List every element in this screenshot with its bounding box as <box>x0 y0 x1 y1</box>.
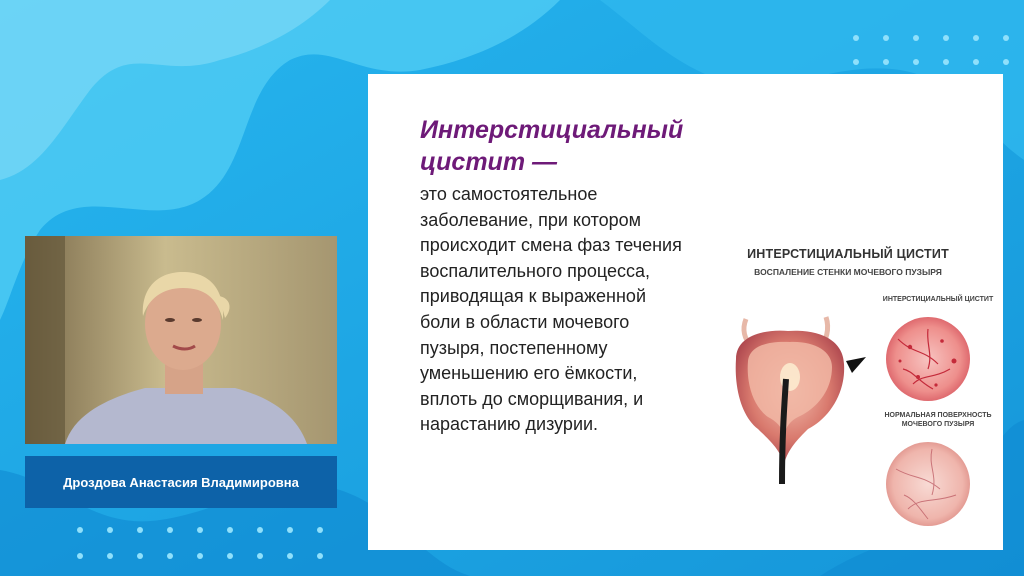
label-interstitial-cystitis: ИНТЕРСТИЦИАЛЬНЫЙ ЦИСТИТ <box>882 296 994 303</box>
speaker-name-bar <box>25 456 337 508</box>
label-normal-surface <box>878 411 998 429</box>
slide-title-line1: Интерстициальный <box>420 116 684 144</box>
slide-title <box>420 114 720 178</box>
slide-title-line2: цистит — <box>420 148 557 176</box>
body-line: происходит смена фаз течения <box>420 235 682 256</box>
label-normal-line2: МОЧЕВОГО ПУЗЫРЯ <box>901 421 975 428</box>
body-line: уменьшению его ёмкости, <box>420 363 638 384</box>
bladder-illustration <box>728 239 998 539</box>
speaker-video-feed <box>25 236 337 444</box>
body-line: вплоть до сморщивания, и <box>420 388 644 409</box>
body-line: пузыря, постепенному <box>420 337 608 358</box>
speaker-webcam-image <box>25 236 337 444</box>
label-normal-line1: НОРМАЛЬНАЯ ПОВЕРХНОСТЬ <box>884 412 992 419</box>
illustration-subtitle: ВОСПАЛЕНИЕ СТЕНКИ МОЧЕВОГО ПУЗЫРЯ <box>754 267 942 277</box>
body-line: боли в области мочевого <box>420 311 630 332</box>
illustration-title: ИНТЕРСТИЦИАЛЬНЫЙ ЦИСТИТ <box>747 247 949 261</box>
slide-body-text <box>420 182 720 438</box>
body-line: приводящая к выраженной <box>420 286 647 307</box>
dot-pattern-bottom <box>70 520 350 576</box>
presentation-slide <box>368 74 1003 550</box>
body-line: заболевание, при котором <box>420 209 642 230</box>
body-line: воспалительного процесса, <box>420 260 651 281</box>
body-line: нарастанию дизурии. <box>420 414 599 435</box>
speaker-name: Дроздова Анастасия Владимировна <box>63 474 299 490</box>
body-line: это самостоятельное <box>420 184 598 204</box>
dot-pattern-top <box>850 30 1020 70</box>
